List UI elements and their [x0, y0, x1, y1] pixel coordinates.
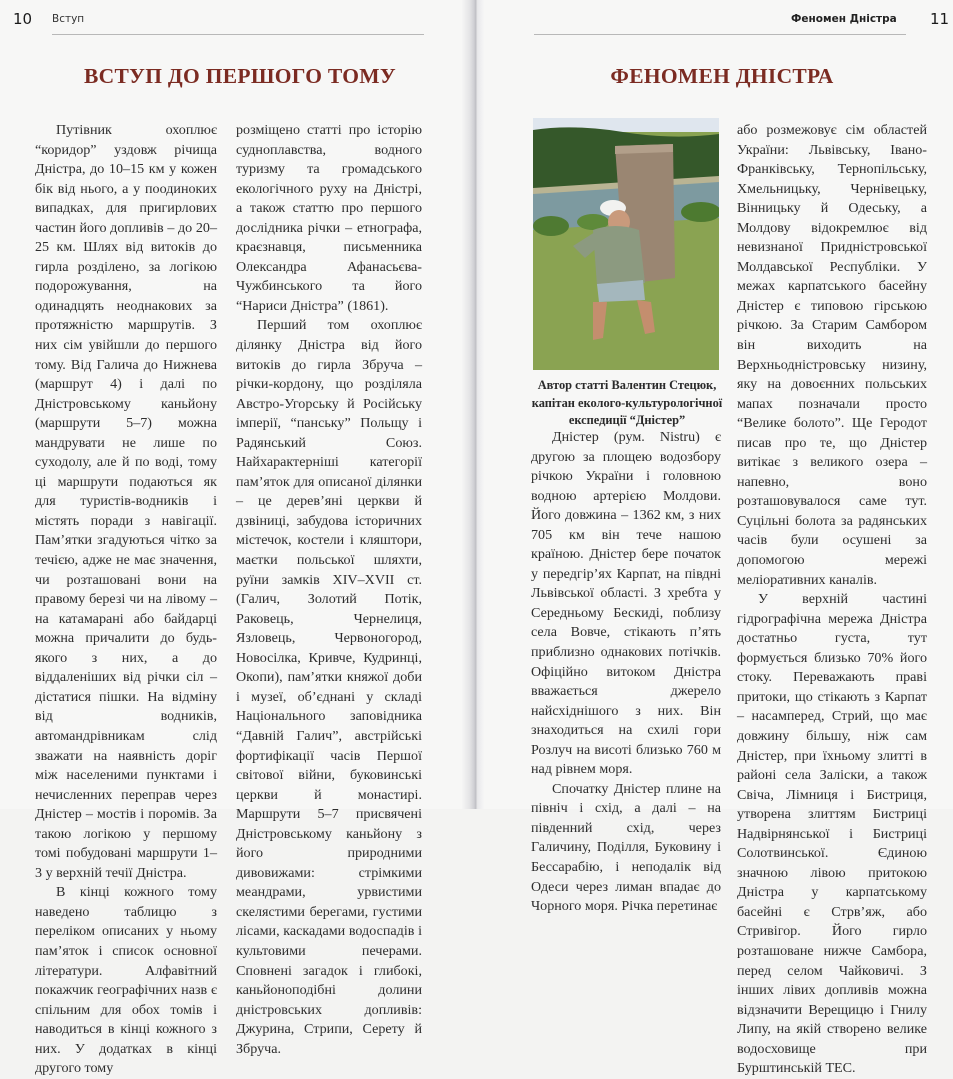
page-number-right: 11 — [930, 10, 950, 28]
caption-line: Автор статті Валентин Стецюк, — [537, 378, 717, 392]
right-column-1 — [531, 428, 721, 917]
photo-caption — [528, 377, 726, 430]
author-photo — [533, 118, 719, 370]
paragraph: Спочатку Дністер плине на північ і схід, а далі – на південний схід, через Галичину, Поділля, Буковину і Бессарабію, і неподалік від Одеси через лиман впадає до Чорного моря. Річка перетинає — [531, 780, 721, 915]
paragraph: В кінці кожного тому наведено таблицю з переліком описаних у ньому пам’яток і список основної літератури. Алфавітний покажчик географічних назв є спільним для обох томів і наводиться в кінці кожного з них. У додатках в кінці другого тому — [35, 884, 217, 1077]
header-rule-left — [52, 34, 424, 35]
page-title-left: ВСТУП ДО ПЕРШОГО ТОМУ — [84, 64, 396, 88]
paragraph: У верхній частині гідрографічна мережа Дністра достатньо густа, тут формується близько 70% його стоку. Переважають праві притоки, що стікають з Карпат – насамперед, Стрий, що має довжину більшу, ніж сам Дністер, при їхньому злитті в районі села Заліски, а також Свіча, Лімниця і Бистриця, утворена злиттям Бистриці Надвірнянської і Бистриці Солотвинської. Єдиною значною лівою притокою Дністра у карпатському басейні є Стрв’яж, або Стривігор. Його гирло розташоване нижче Самбора, перед селом Чайковичі. З інших лівих допливів можна відзначити Верещицю і Гнилу Липу, на якій створено велике водосховище при Бурштинській ТЕС. — [737, 591, 927, 1077]
left-column-1 — [35, 121, 217, 1079]
bush — [533, 216, 569, 236]
running-head-left: Вступ — [52, 13, 85, 25]
right-column-2 — [737, 121, 927, 1079]
paragraph: розміщено статті про історію судноплавства, водного туризму та громадського екологічного руху на Дністрі, а також статтю про першого дослідника річки – етнографа, краєзнавця, письменника Олександра Афанасьєва-Чужбинського та його “Нариси Дністра” (1861). — [236, 122, 422, 314]
page-title-right: ФЕНОМЕН ДНІСТРА — [610, 64, 834, 88]
photo-illustration — [533, 118, 719, 370]
caption-line: експедиції “Дністер” — [568, 413, 686, 427]
book-gutter — [462, 0, 484, 809]
shirt — [593, 226, 645, 286]
paragraph: або розмежовує сім областей України: Львівську, Івано-Франківську, Тернопільську, Хмельницьку, Чернівецьку, Вінницьку й Одеську, а Молдову відокремлює від невизнаної Придністровської Молдавської Республіки. У межах карпатського басейну Дністер є типовою гірською річкою. За Старим Самбором він виходить на Верхньодністровську низину, яку на довоєнних польських мапах позначали просто “Велике болото”. Ще Геродот писав про те, що Дністер витікає з великого озера – напевно, воно розташовувалося саме тут. Суцільні болота за радянських часів були осушені за допомогою мережі меліоративних каналів. — [737, 122, 927, 588]
page-number-left: 10 — [13, 10, 33, 28]
caption-line: капітан еколого-культурологічної — [531, 395, 723, 410]
paragraph: Дністер (рум. Nistru) є другою за площею водозбору річкою України і головною водною артерією Молдови. Його довжина – 1362 км, з них 705 км він тече нашою країною. Дністер бере початок у передгір’ях Карпат, на півдні Львівської області. З хребта у Середньому Бескиді, поблизу села Вовче, стікають п’ять приблизно однакових потічків. Офіційно витоком Дністра вважається джерело найсхіднішого з них. Він знаходиться на схилі гори Розлуч на висоті близько 760 м над рівнем моря. — [531, 429, 721, 778]
running-head-right: Феномен Дністра — [791, 13, 897, 25]
left-column-2 — [236, 121, 422, 1059]
paragraph: Перший том охоплює ділянку Дністра від його витоків до гирла Збруча – річки-кордону, що розділяла Австро-Угорську й Російську імперії, “панську” Польщу і Радянський Союз. Найхарактерніші категорії пам’яток для описаної ділянки – це дерев’яні церкви й дзвіниці, забудова історичних містечок, костели і кляштори, маєтки польської шляхти, руїни замків XIV–XVII ст. (Галич, Золотий Потік, Раковець, Чернелиця, Язловець, Червоногород, Новосілка, Кривче, Кудринці, Окопи), пам’ятки княжої доби і музеї, об’єднані у складі Національного заповідника “Давній Галич”, австрійські фортифікації часів Першої світової війни, буковинські церкви й монастирі. Маршрути 5–7 присвячені Дністровському каньйону з його природними дивовижами: стрімкими меандрами, урвистими скелястими берегами, густими лісами, каскадами водоспадів і культовими печерами. Сповнені загадок і глибокі, каньйоноподібні долини дністровських допливів: Джурина, Стрипи, Серету й Збруча. — [236, 317, 422, 1057]
paragraph: Путівник охоплює “коридор” уздовж річища Дністра, до 10–15 км у кожен бік від нього, а у поодиноких випадках, для пригирлових частин його допливів – до 20–25 км. Шлях від витоків до гирла розділено, за логікою подорожування, на одинадцять неоднакових за протяжністю маршрутів. З них сім увійшли до першого тому. Від Галича до Нижнева (маршрут 4) і далі по Дністровському каньйону (маршрути 5–7) можна мандрувати не лише по суходолу, але й по воді, тому ці маршрути подаються як для туристів-водників і містять поради з навігації. Пам’ятки згадуються чітко за течією, адже не має значення, чи розташовані вони на правому березі чи на лівому – на катамарані або байдарці можна причалити до будь-якого з них, а до віддаленіших від річки сіл – дістатися пішки. На відміну від водників, автомандрівникам слід зважати на наявність доріг між населеними пунктами і нечисленних переправ через Дністер – мостів і поромів. За такою логікою у першому томі побудовані маршрути 1–3 у верхній течії Дністра. — [35, 122, 217, 881]
header-rule-right — [534, 34, 906, 35]
